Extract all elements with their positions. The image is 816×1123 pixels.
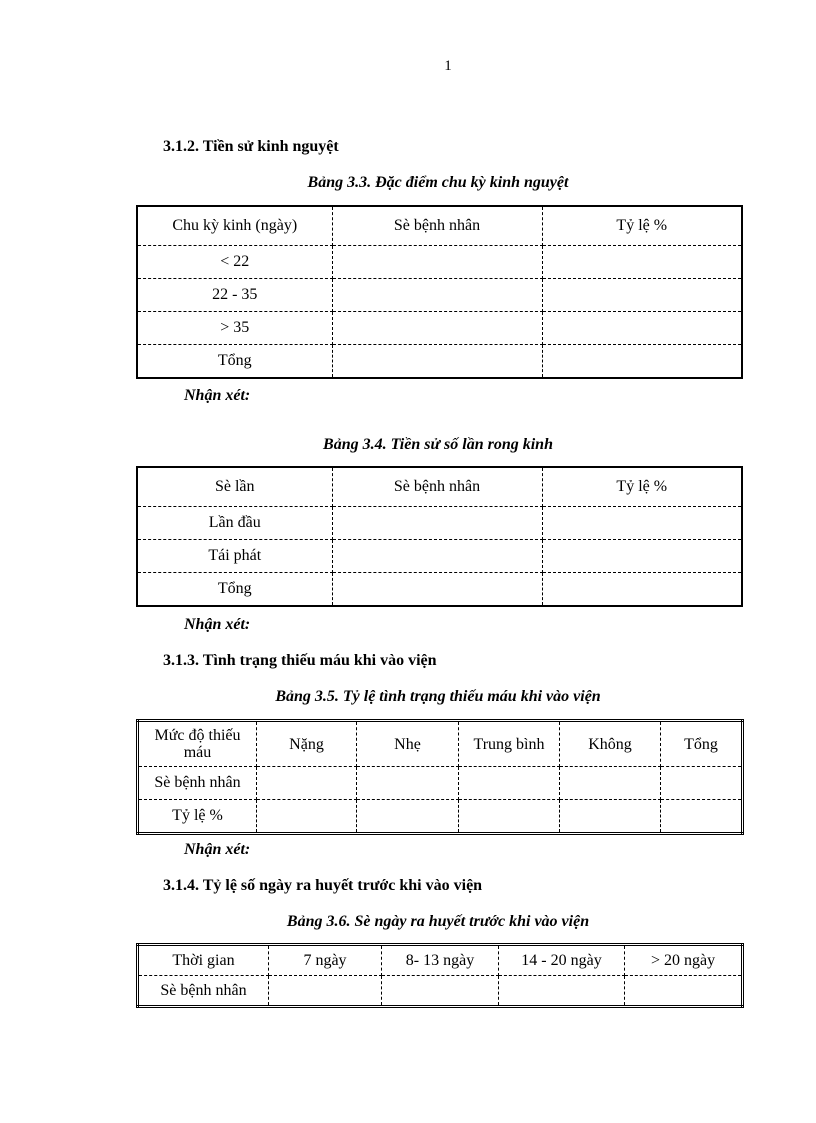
row-label: Sè bệnh nhân [138, 976, 269, 1007]
empty-cell [560, 800, 661, 834]
header-cell: Sè lần [137, 467, 332, 507]
row-label: Tái phát [137, 540, 332, 573]
row-label: Tỷ lệ % [138, 800, 257, 834]
header-cell: Tổng [661, 721, 743, 767]
table-row [138, 800, 743, 834]
section-heading-3-1-4: 3.1.4. Tỷ lệ số ngày ra huyết trước khi vào viện [163, 877, 483, 894]
empty-cell [332, 246, 542, 279]
header-cell: Mức độ thiếu máu [138, 721, 257, 767]
empty-cell [560, 767, 661, 800]
row-label: 22 - 35 [137, 279, 332, 312]
row-label: < 22 [137, 246, 332, 279]
header-cell: Không [560, 721, 661, 767]
table-caption-3-5: Bảng 3.5. Tỷ lệ tình trạng thiếu máu khi vào viện [275, 688, 601, 705]
header-cell: > 20 ngày [625, 945, 743, 976]
empty-cell [332, 345, 542, 379]
table-header-row [138, 721, 743, 767]
header-cell: Sè bệnh nhân [332, 206, 542, 246]
table-header-row [137, 467, 742, 507]
table-caption-3-4: Bảng 3.4. Tiền sử số lần rong kinh [323, 436, 553, 453]
table-caption-3-3: Bảng 3.3. Đặc điểm chu kỳ kinh nguyệt [307, 174, 569, 191]
empty-cell [542, 507, 742, 540]
row-label: Tổng [137, 345, 332, 379]
table-3-6 [136, 943, 744, 1008]
empty-cell [332, 540, 542, 573]
row-label: Lần đầu [137, 507, 332, 540]
empty-cell [257, 800, 357, 834]
row-label: Tổng [137, 573, 332, 607]
remark-label: Nhận xét: [184, 841, 251, 858]
empty-cell [499, 976, 625, 1007]
empty-cell [661, 800, 743, 834]
remark-label: Nhận xét: [184, 387, 251, 404]
empty-cell [661, 767, 743, 800]
empty-cell [542, 279, 742, 312]
empty-cell [332, 279, 542, 312]
empty-cell [332, 573, 542, 607]
empty-cell [625, 976, 743, 1007]
table-caption-3-6: Bảng 3.6. Sè ngày ra huyết trước khi vào viện [286, 913, 590, 930]
empty-cell [332, 312, 542, 345]
empty-cell [269, 976, 382, 1007]
table-3-5 [136, 719, 744, 835]
header-cell: 14 - 20 ngày [499, 945, 625, 976]
empty-cell [257, 767, 357, 800]
header-cell: Chu kỳ kinh (ngày) [137, 206, 332, 246]
empty-cell [542, 246, 742, 279]
table-row [138, 976, 743, 1007]
section-heading-3-1-2: 3.1.2. Tiền sử kinh nguyệt [163, 138, 339, 155]
header-cell: Tỷ lệ % [542, 206, 742, 246]
empty-cell [459, 800, 560, 834]
table-row [137, 279, 742, 312]
empty-cell [459, 767, 560, 800]
empty-cell [382, 976, 499, 1007]
header-cell: Sè bệnh nhân [332, 467, 542, 507]
table-row [138, 767, 743, 800]
table-header-row [138, 945, 743, 976]
table-row [137, 573, 742, 607]
table-row [137, 246, 742, 279]
empty-cell [332, 507, 542, 540]
table-3-3 [136, 205, 743, 379]
empty-cell [357, 800, 459, 834]
table-row [137, 540, 742, 573]
section-heading-3-1-3: 3.1.3. Tình trạng thiếu máu khi vào viện [163, 652, 437, 669]
empty-cell [542, 345, 742, 379]
empty-cell [542, 573, 742, 607]
header-cell: 7 ngày [269, 945, 382, 976]
table-row [137, 312, 742, 345]
table-header-row [137, 206, 742, 246]
header-cell: Nhẹ [357, 721, 459, 767]
header-cell: Tỷ lệ % [542, 467, 742, 507]
table-row [137, 345, 742, 379]
header-cell: Thời gian [138, 945, 269, 976]
row-label: Sè bệnh nhân [138, 767, 257, 800]
page-number: 1 [444, 58, 452, 74]
header-cell: Trung bình [459, 721, 560, 767]
empty-cell [542, 312, 742, 345]
table-3-4 [136, 466, 743, 607]
empty-cell [542, 540, 742, 573]
row-label: > 35 [137, 312, 332, 345]
table-row [137, 507, 742, 540]
header-cell: 8- 13 ngày [382, 945, 499, 976]
remark-label: Nhận xét: [184, 616, 251, 633]
header-cell: Nặng [257, 721, 357, 767]
empty-cell [357, 767, 459, 800]
